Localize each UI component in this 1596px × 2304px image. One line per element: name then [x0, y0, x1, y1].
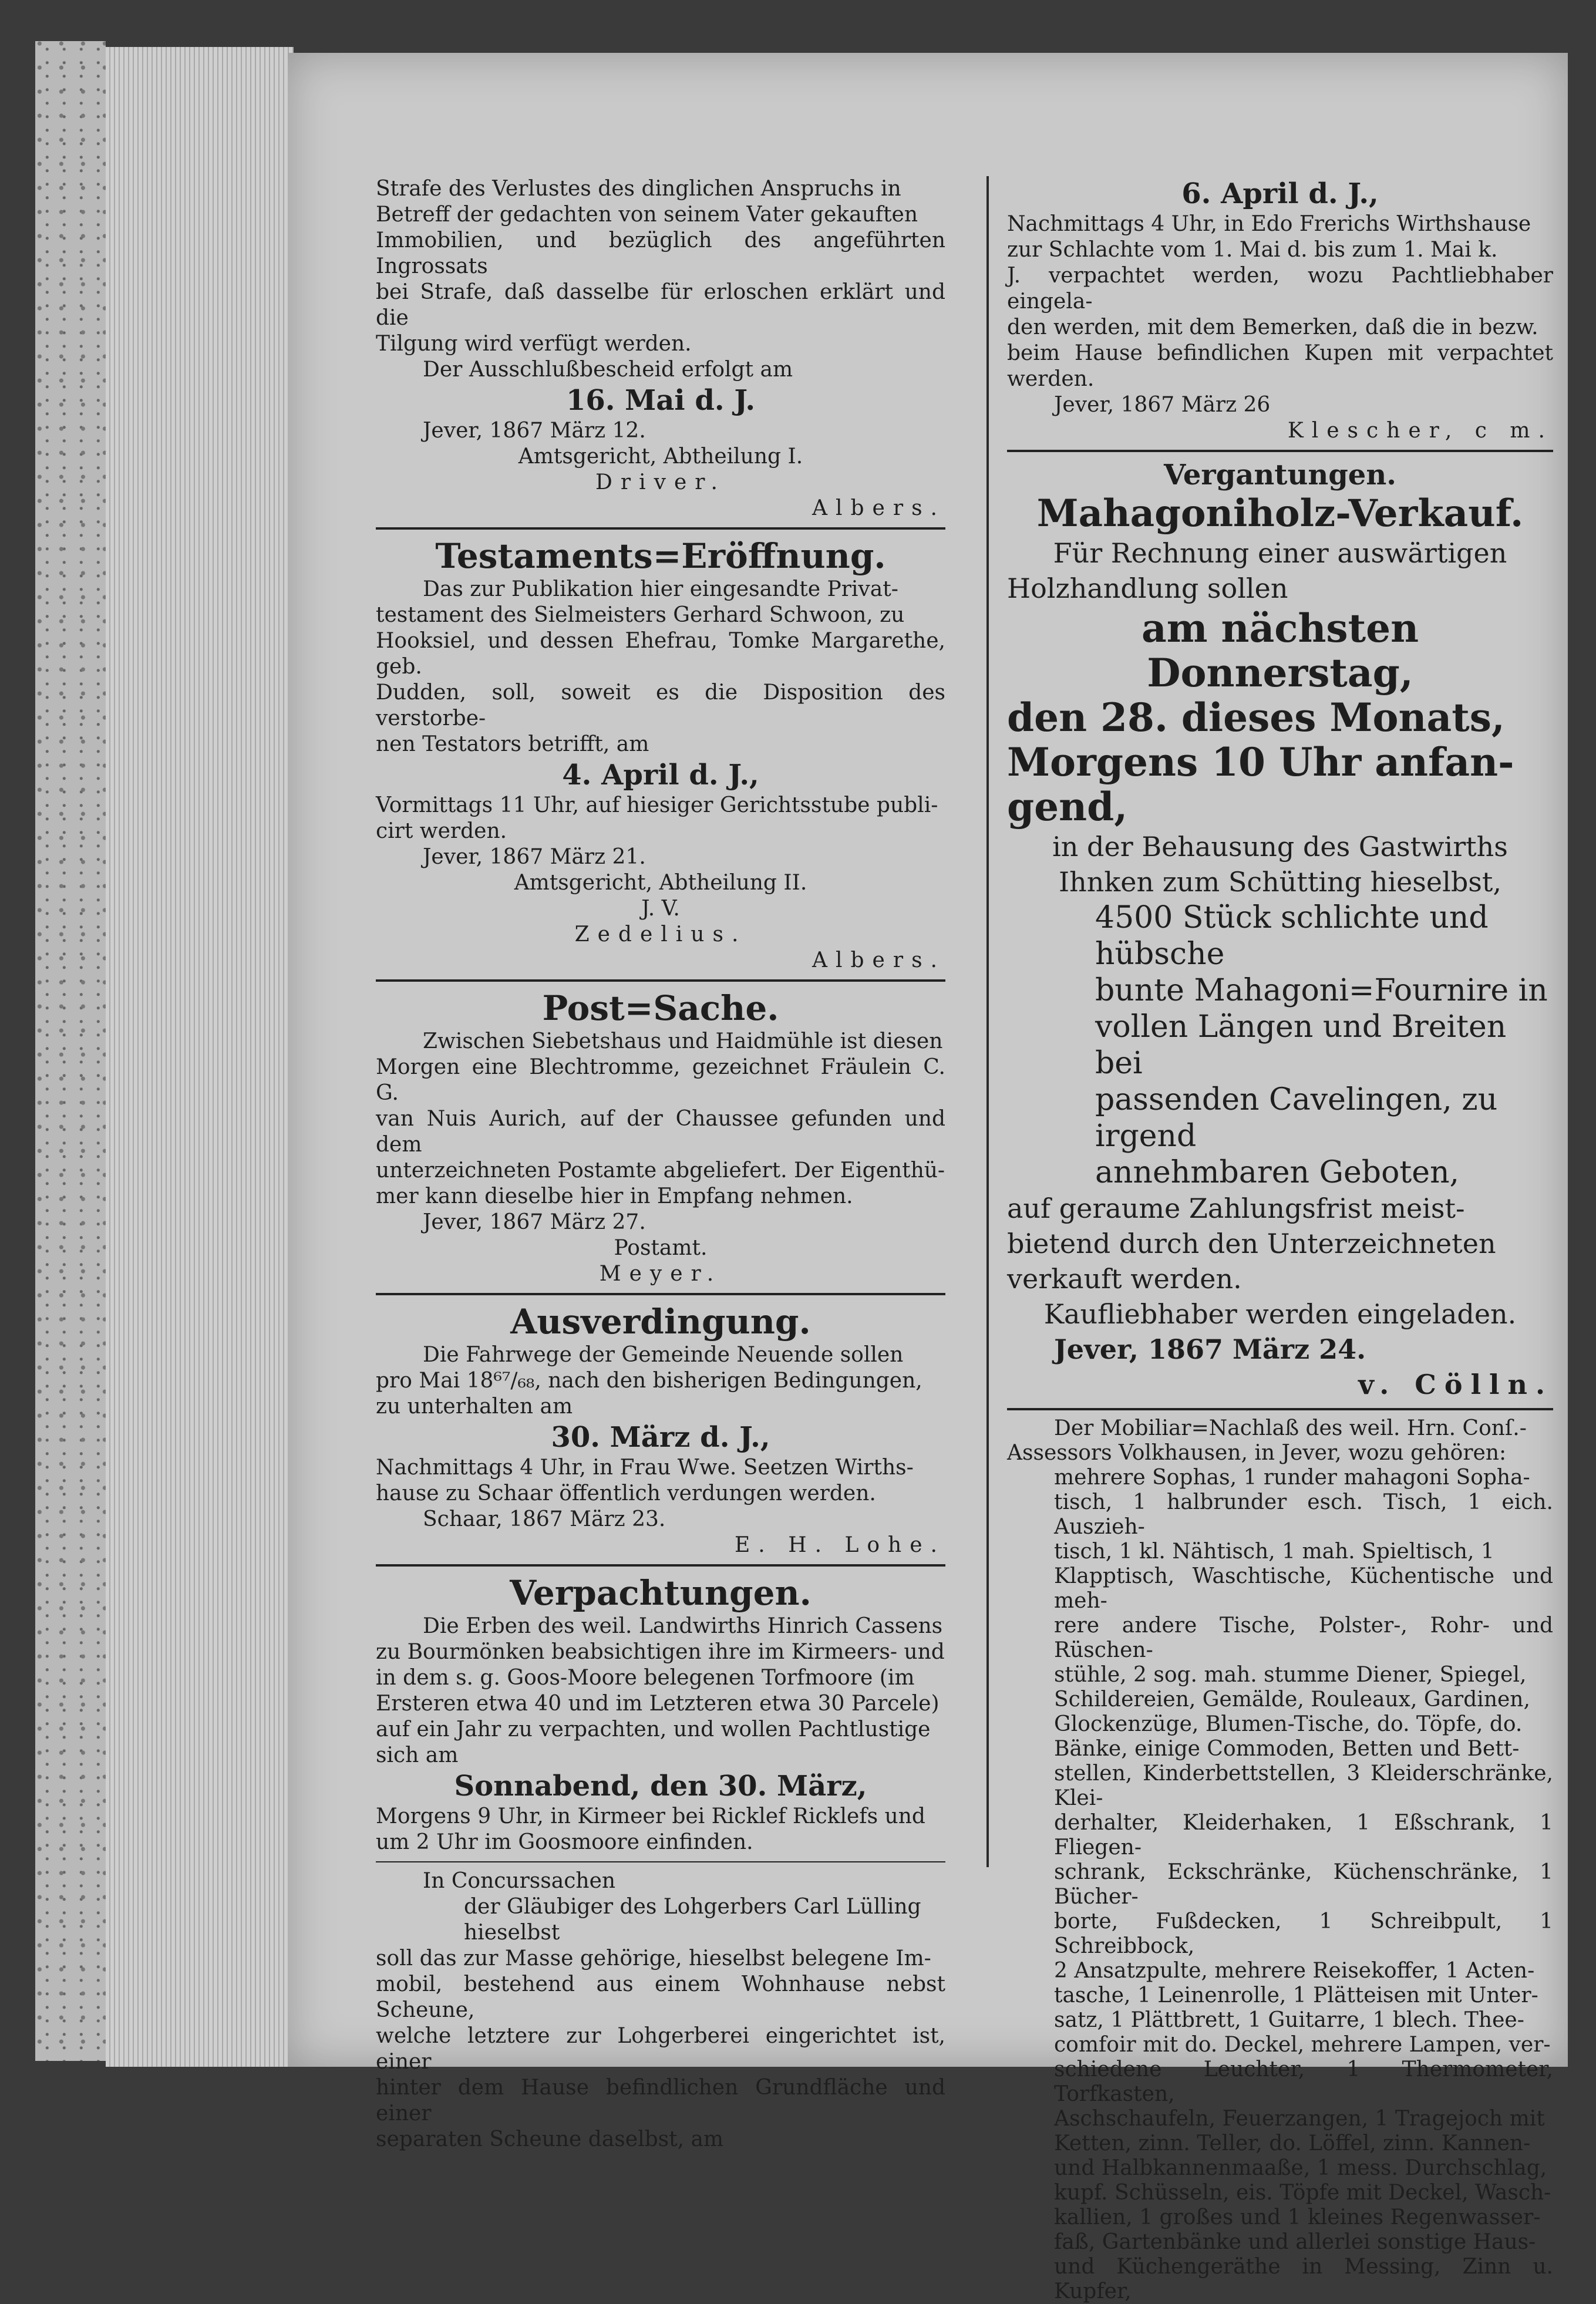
place-date: Schaar, 1867 März 23. [423, 1507, 666, 1531]
text-line: um 2 Uhr im Goosmoore einfinden. [376, 1830, 753, 1854]
text-line: und Halbkannenmaaße, 1 mess. Durchschlag, [1054, 2156, 1547, 2180]
text-line: Vormittags 11 Uhr, auf hiesiger Gerichtsstube publi- [376, 793, 938, 817]
text-line: Zwischen Siebetshaus und Haidmühle ist diesen [423, 1029, 943, 1053]
text-line: faß, Gartenbänke und allerlei sonstige Haus- [1054, 2230, 1536, 2254]
section-rule [376, 1861, 945, 1862]
text-line: Ersteren etwa 40 und im Letzteren etwa 30 Parcele) [376, 1692, 940, 1716]
ad-line: Ihnken zum Schütting hieselbst, [1058, 866, 1502, 898]
ausverdingung-section [376, 1301, 945, 1558]
text-line: Betreff der gedachten von seinem Vater gekauften [376, 203, 918, 227]
ad-line: auf geraume Zahlungsfrist meist- [1007, 1193, 1465, 1224]
text-line: Aschschaufeln, Feuerzangen, 1 Tragejoch mit [1054, 2107, 1545, 2131]
text-line: J. verpachtet werden, wozu Pachtliebhaber eingela- [1007, 264, 1553, 314]
text-line: welche letztere zur Lohgerberei eingerichtet ist, einer [376, 2024, 945, 2074]
text-line: Immobilien, und bezüglich des angeführten Ingrossats [376, 228, 945, 278]
text-line: beim Hause befindlichen Kupen mit verpachtet werden. [1007, 341, 1553, 391]
text-line: Der Mobiliar=Nachlaß des weil. Hrn. Conſ.- [1054, 1416, 1527, 1440]
text-line: Schildereien, Gemälde, Rouleaux, Gardinen, [1054, 1687, 1530, 1712]
text-line: van Nuis Aurich, auf der Chaussee gefunden und dem [376, 1107, 945, 1157]
text-line: stellen, Kinderbettstellen, 3 Kleiderschränke, Klei- [1054, 1761, 1553, 1810]
text-line: unterzeichneten Postamte abgeliefert. Der Eigenthü- [376, 1158, 945, 1183]
text-line: der Gläubiger des Lohgerbers Carl Lülling [464, 1895, 921, 1919]
ad-title: Mahagoniholz-Verkauf. [1036, 491, 1524, 535]
place-date: Jever, 1867 März 21. [423, 845, 646, 869]
notice-date: 4. April d. J., [562, 759, 759, 791]
text-line: rere andere Tische, Polster-, Rohr- und Rüschen- [1054, 1614, 1553, 1662]
text-line: cirt werden. [376, 819, 507, 843]
text-line: separaten Scheune daselbst, am [376, 2127, 724, 2151]
ad-line: passenden Cavelingen, zu irgend [1095, 1082, 1498, 1154]
notice-date: 30. März d. J., [551, 1421, 770, 1454]
text-line: mer kann dieselbe hier in Empfang nehmen. [376, 1184, 853, 1208]
ad-line: bietend durch den Unterzeichneten [1007, 1228, 1496, 1259]
text-line: mehrere Sophas, 1 runder mahagoni Sopha- [1054, 1466, 1530, 1490]
section-title: Post=Sache. [542, 988, 779, 1028]
text-line: Glockenzüge, Blumen-Tische, do. Töpfe, do. [1054, 1712, 1523, 1736]
text-line: Assessors Volkhausen, in Jever, wozu gehören: [1007, 1441, 1507, 1465]
text-line: In Concurssachen [423, 1869, 616, 1893]
intro-notice [376, 176, 945, 521]
text-line: hause zu Schaar öffentlich verdungen werden. [376, 1481, 876, 1505]
text-line: hinter dem Hause befindlichen Grundfläche und einer [376, 2076, 945, 2126]
ad-line: den 28. dieses Monats, [1007, 695, 1505, 740]
text-line: Strafe des Verlustes des dinglichen Anspruchs in [376, 177, 901, 201]
text-line: stühle, 2 sog. mah. stumme Diener, Spiegel, [1054, 1663, 1527, 1687]
text-line: sich am [376, 1743, 459, 1767]
ad-line: Morgens 10 Uhr anfan- [1007, 739, 1514, 785]
signature: Meyer. [599, 1262, 722, 1286]
text-line: zu Bourmönken beabsichtigen ihre im Kirmeers- und [376, 1640, 945, 1664]
text-line: Morgen eine Blechtromme, gezeichnet Fräulein C. G. [376, 1055, 945, 1105]
text-line: comfoir mit do. Deckel, mehrere Lampen, ver- [1054, 2033, 1551, 2057]
section-rule [376, 1293, 945, 1295]
text-line: Die Erben des weil. Landwirths Hinrich Cassens [423, 1614, 943, 1638]
signature: Albers. [812, 496, 945, 520]
text-line: pro Mai 18⁶⁷/₆₈, nach den bisherigen Bedingungen, [376, 1369, 922, 1393]
text-line: nen Testators betrifft, am [376, 732, 649, 756]
post-section [376, 988, 945, 1287]
ad-line: verkauft werden. [1007, 1263, 1242, 1295]
ad-line: 4500 Stück schlichte und hübsche [1095, 900, 1489, 972]
text-line: derhalter, Kleiderhaken, 1 Eßschrank, 1 Fliegen- [1054, 1811, 1553, 1860]
section-title: Vergantungen. [1164, 459, 1396, 491]
text-line: zur Schlachte vom 1. Mai d. bis zum 1. Mai k. [1007, 238, 1498, 262]
signature: Zedelius. [574, 922, 747, 946]
section-title: Ausverdingung. [510, 1302, 811, 1342]
signature: Klescher, c m. [1287, 419, 1553, 443]
text-line: soll das zur Masse gehörige, hieselbst belegene Im- [376, 1946, 931, 1970]
office: Postamt. [614, 1236, 708, 1260]
text-line: Klapptisch, Waschtische, Küchentische und meh- [1054, 1564, 1553, 1613]
text-line: bei Strafe, daß dasselbe für erloschen erklärt und die [376, 280, 945, 330]
text-line: und Küchengeräthe in Messing, Zinn u. Kupfer, [1054, 2255, 1553, 2303]
section-rule [376, 1564, 945, 1567]
left-column [376, 176, 945, 2153]
testament-section [376, 535, 945, 974]
text-line: in dem s. g. Goos-Moore belegenen Torfmoore (im [376, 1666, 915, 1690]
text-line: den werden, mit dem Bemerken, daß die in bezw. [1007, 315, 1538, 339]
section-title: Testaments=Eröffnung. [435, 536, 886, 576]
ad-line: Holzhandlung sollen [1007, 572, 1288, 604]
text-line: auf ein Jahr zu verpachten, und wollen Pachtlustige [376, 1717, 931, 1742]
signature: v. Cölln. [1358, 1369, 1553, 1400]
ad-line: in der Behausung des Gastwirths [1052, 831, 1508, 863]
notice-date: 6. April d. J., [1181, 177, 1379, 210]
right-column [1007, 176, 1553, 2304]
page-edges [106, 47, 294, 2067]
text-line: Tilgung wird verfügt werden. [376, 332, 692, 356]
text-line: Der Ausschlußbescheid erfolgt am [423, 358, 793, 382]
text-line: 2 Ansatzpulte, mehrere Reisekoffer, 1 Acten- [1054, 1959, 1535, 1983]
place-date: Jever, 1867 März 12. [423, 419, 646, 443]
text-line: satz, 1 Plättbrett, 1 Guitarre, 1 blech. Thee- [1054, 2008, 1524, 2032]
ad-line: gend, [1007, 784, 1128, 830]
ad-line: annehmbaren Geboten, [1095, 1155, 1460, 1190]
place-date: Jever, 1867 März 26 [1054, 393, 1271, 417]
text-line: zu unterhalten am [376, 1394, 573, 1419]
court: Amtsgericht, Abtheilung II. [514, 871, 807, 895]
ad-line: bunte Mahagoni=Fournire in [1095, 973, 1548, 1008]
place-date: Jever, 1867 März 24. [1054, 1333, 1366, 1365]
text-line: kallien, 1 großes und 1 kleines Regenwasser- [1054, 2205, 1541, 2229]
iv: J. V. [641, 897, 680, 921]
text-line: Das zur Publikation hier eingesandte Privat- [423, 577, 898, 601]
section-title: Verpachtungen. [510, 1573, 812, 1613]
ad-line: Für Rechnung einer auswärtigen [1053, 537, 1507, 569]
text-line: kupf. Schüsseln, eis. Töpfe mit Deckel, Wasch- [1054, 2181, 1551, 2205]
notice-date: Sonnabend, den 30. März, [454, 1770, 867, 1803]
text-line: tisch, 1 halbrunder esch. Tisch, 1 eich. Auszieh- [1054, 1490, 1553, 1539]
verpachtung-cont [1007, 176, 1553, 444]
book-block-edge [35, 41, 106, 2061]
text-line: hieselbst [464, 1921, 560, 1945]
section-rule [376, 527, 945, 530]
text-line: Nachmittags 4 Uhr, in Frau Wwe. Seetzen Wirths- [376, 1456, 914, 1480]
text-line: Hooksiel, und dessen Ehefrau, Tomke Margarethe, geb. [376, 629, 945, 679]
ad-line: Kaufliebhaber werden eingeladen. [1043, 1298, 1517, 1330]
signature: Albers. [812, 948, 945, 972]
text-line: schiedene Leuchter, 1 Thermometer, Torfkasten, [1054, 2057, 1553, 2106]
signature: E. H. Lohe. [735, 1533, 945, 1557]
section-rule [376, 979, 945, 982]
signature: Driver. [595, 470, 726, 494]
text-line: mobil, bestehend aus einem Wohnhause nebst Scheune, [376, 1972, 945, 2022]
text-line: Ketten, zinn. Teller, do. Löffel, zinn. Kannen- [1054, 2131, 1531, 2155]
section-rule [1007, 450, 1553, 452]
mahagoni-section [1007, 458, 1553, 1402]
text-line: Bänke, einige Commoden, Betten und Bett- [1054, 1737, 1520, 1761]
verpachtungen-section [376, 1572, 945, 1855]
text-line: borte, Fußdecken, 1 Schreibpult, 1 Schreibbock, [1054, 1909, 1553, 1958]
column-divider [986, 176, 989, 1867]
text-line: tisch, 1 kl. Nähtisch, 1 mah. Spieltisch, 1 [1054, 1540, 1494, 1564]
text-line: Nachmittags 4 Uhr, in Edo Frerichs Wirthshause [1007, 212, 1531, 236]
text-line: Dudden, soll, soweit es die Disposition des verstorbe- [376, 681, 945, 730]
place-date: Jever, 1867 März 27. [423, 1210, 646, 1234]
mobiliar-section [1007, 1416, 1553, 2304]
text-line: Die Fahrwege der Gemeinde Neuende sollen [423, 1343, 904, 1367]
court: Amtsgericht, Abtheilung I. [518, 444, 803, 469]
concurs-section [376, 1868, 945, 2153]
section-rule [1007, 1408, 1553, 1410]
text-line: schrank, Eckschränke, Küchenschränke, 1 Bücher- [1054, 1860, 1553, 1909]
text-line: testament des Sielmeisters Gerhard Schwoon, zu [376, 603, 905, 627]
text-line: Morgens 9 Uhr, in Kirmeer bei Ricklef Ricklefs und [376, 1804, 925, 1828]
text-line: tasche, 1 Leinenrolle, 1 Plätteisen mit Unter- [1054, 1983, 1538, 2007]
ad-line: vollen Längen und Breiten bei [1095, 1009, 1507, 1081]
ad-line: am nächsten Donnerstag, [1141, 605, 1419, 696]
notice-date: 16. Mai d. J. [565, 384, 756, 417]
